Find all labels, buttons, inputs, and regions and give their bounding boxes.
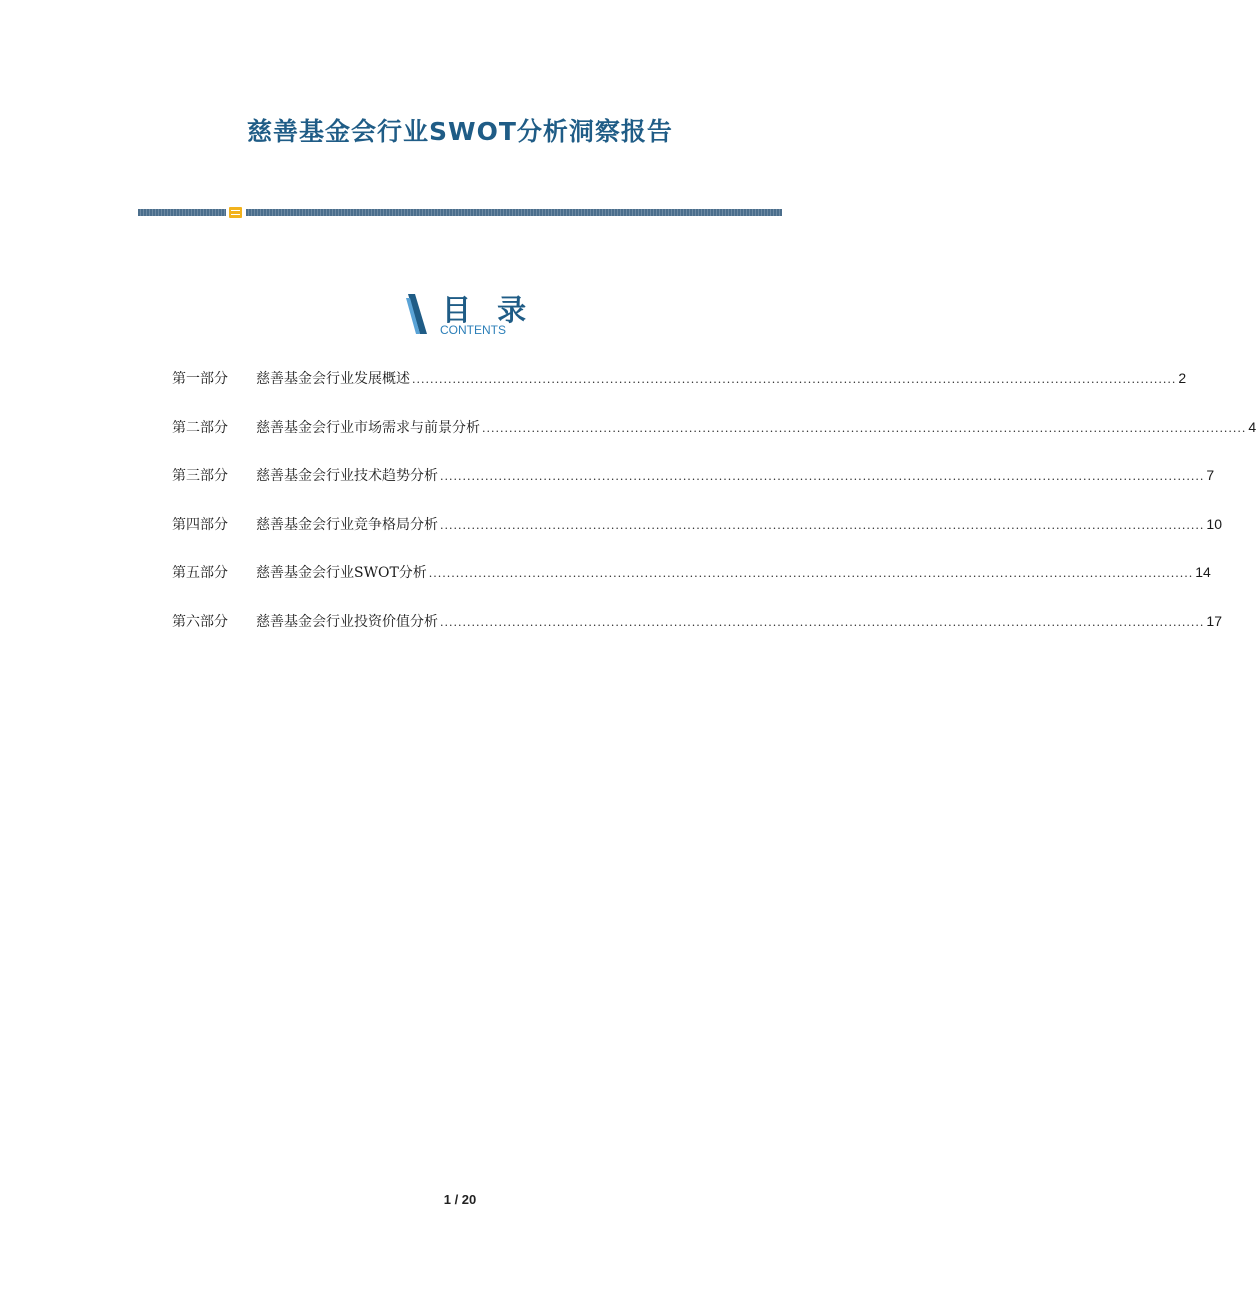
divider-bar-right [246,209,782,216]
contents-logo-icon [406,294,428,334]
title-divider [138,206,782,218]
book-icon [229,207,242,218]
toc-entry[interactable] [172,560,1211,609]
toc-entry[interactable] [172,512,1222,561]
toc-entry-leader: .......................................................................................................................................................................... [428,567,1194,580]
toc-entry-page: 10 [1206,515,1222,532]
toc-entry-leader: .......................................................................................................................................................................... [440,470,1205,483]
toc-heading-cn: 目 录 [442,293,535,327]
toc-heading-en: CONTENTS [440,323,506,337]
toc-entry-page: 4 [1248,418,1256,435]
toc-entry-leader: .......................................................................................................................................................................... [440,615,1205,629]
toc-entry-text: 慈善基金会行业SWOT分析 [256,565,427,581]
toc-entry-text: 慈善基金会行业投资价值分析 [256,613,438,630]
toc-heading [406,292,535,340]
toc-entry-part: 第三部分 [172,468,228,484]
toc-entry-page: 14 [1195,564,1211,580]
toc-entry-text: 慈善基金会行业技术趋势分析 [256,468,438,484]
toc-entry-part: 第四部分 [172,516,228,533]
toc-entry-text: 慈善基金会行业发展概述 [256,371,410,387]
toc-entry-leader: .......................................................................................................................................................................... [440,518,1205,532]
toc-entry-page: 17 [1206,612,1222,629]
toc-list [172,366,1256,657]
divider-bar-left [138,209,226,216]
toc-entry-text: 慈善基金会行业竞争格局分析 [256,516,438,533]
document-title: 慈善基金会行业SWOT分析洞察报告 [247,117,673,146]
toc-entry-leader: .......................................................................................................................................................................... [412,373,1177,386]
toc-entry[interactable] [172,415,1256,464]
toc-entry-leader: .......................................................................................................................................................................... [482,421,1247,435]
toc-entry-part: 第五部分 [172,565,228,581]
page-number: 1 / 20 [443,1192,477,1207]
toc-entry-page: 7 [1206,467,1215,483]
toc-entry-text: 慈善基金会行业市场需求与前景分析 [256,419,480,436]
toc-entry[interactable] [172,463,1215,512]
toc-entry-page: 2 [1178,370,1187,386]
toc-entry-part: 第一部分 [172,371,228,387]
toc-entry-part: 第六部分 [172,613,228,630]
toc-entry-part: 第二部分 [172,419,228,436]
toc-entry[interactable] [172,366,1187,415]
toc-entry[interactable] [172,609,1222,658]
